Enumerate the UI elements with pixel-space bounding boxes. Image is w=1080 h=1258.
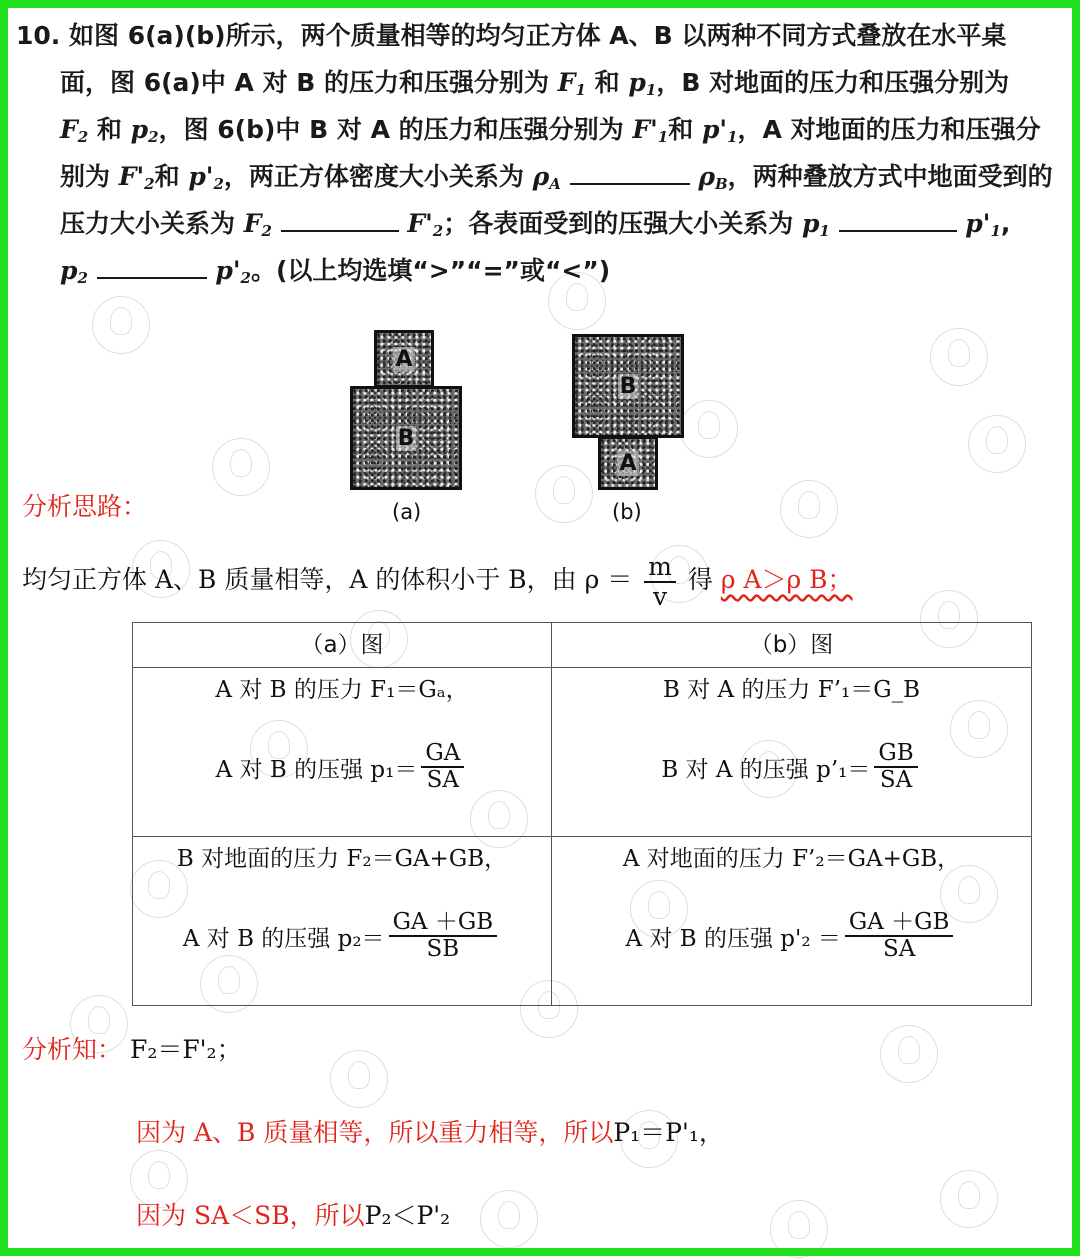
fig-a-caption: (a)	[392, 500, 422, 524]
r1a-fraction	[421, 741, 464, 794]
question-line-6	[16, 247, 1068, 294]
fig-b-cube-A	[598, 436, 658, 490]
r2a-force: B 对地面的压力 F₂＝GA+GB，	[176, 846, 508, 872]
symbol-F2: $F_2$	[60, 115, 89, 146]
r2b-force: A 对地面的压力 F’₂＝GA+GB，	[622, 846, 961, 872]
question-text	[16, 12, 1068, 294]
table-cell-r2b	[552, 837, 1032, 1006]
answer-blank-2[interactable]	[281, 200, 399, 232]
symbol-rhoB: $\rho_B$	[698, 162, 728, 193]
table-cell-r1b	[552, 668, 1032, 837]
question-line-3	[16, 106, 1068, 153]
reason-1-text: 因为 A、B 质量相等，所以重力相等，所以	[136, 1118, 614, 1147]
fig-b-label-B: B	[619, 373, 637, 399]
r1a-den: SA	[426, 767, 460, 793]
fig-a-cube-A	[374, 330, 434, 388]
r2b-pressure	[552, 881, 1031, 991]
symbol-p2: $p_2$	[130, 115, 159, 146]
fig-a-cube-B	[350, 386, 462, 490]
r2b-den: SA	[882, 936, 916, 962]
r2a-den: SB	[426, 936, 460, 962]
symbol-F2-b: $F_2$	[243, 209, 272, 240]
symbol-F1-prime: $F'_1$	[632, 115, 669, 146]
density-result: ρ A＞ρ B；	[720, 565, 853, 594]
r2a-num: GA ＋GB	[389, 910, 498, 937]
question-line-1	[16, 12, 1068, 59]
table-cell-r2a	[133, 837, 552, 1006]
reason-1-eq: P₁＝P'₁，	[613, 1118, 724, 1147]
r1a-num: GA	[421, 741, 464, 768]
r2b-label: A 对 B 的压强 p'₂ ＝	[625, 925, 841, 952]
fig-a-label-A: A	[395, 346, 413, 372]
r2a-fraction	[389, 910, 498, 963]
symbol-p2-prime: $p'_2$	[188, 162, 224, 193]
question-line-5a: 压力大小关系为	[60, 209, 236, 238]
question-number: 10.	[16, 21, 61, 50]
r1b-fraction	[874, 741, 917, 794]
question-line-5: 压力大小关系为 $F_2$ $F'_2$；各表面受到的压强大小关系为 $p_1$ $p'_1$,	[16, 200, 1068, 247]
table-header-a: （a）图	[133, 623, 552, 668]
answer-blank-4[interactable]	[97, 247, 207, 279]
analysis-title: 分析思路：	[22, 492, 148, 521]
question-line-3a: 和	[96, 115, 122, 144]
symbol-F2-prime: $F'_2$	[118, 162, 155, 193]
question-line-3b: ，图 6(b)中 B 对 A 的压力和压强分别为	[158, 115, 624, 144]
symbol-p1-prime: $p'_1$	[701, 115, 738, 146]
conclusion-heading	[22, 1030, 242, 1066]
question-line-3c: 和	[668, 115, 694, 144]
question-line-2a: 面，图 6(a)中 A 对 B 的压力和压强分别为	[60, 68, 550, 97]
symbol-F2-prime-b: $F'_2$	[407, 209, 444, 240]
r1a-pressure	[133, 712, 551, 822]
reason-2-eq: P₂＜P'₂	[364, 1201, 451, 1230]
analysis-table	[132, 622, 1032, 1006]
r2a-pressure	[133, 881, 551, 991]
table-cell-r1a	[133, 668, 552, 837]
question-line-4a: 别为	[60, 162, 111, 191]
analysis-intro	[22, 548, 853, 618]
intro-text: 均匀正方体 A、B 质量相等，A 的体积小于 B，由 ρ ＝	[22, 565, 633, 594]
fig-b-label-A: A	[619, 450, 637, 476]
r1b-force: B 对 A 的压力 F’₁＝G_B	[662, 677, 921, 703]
symbol-p2-b: $p_2$	[60, 256, 88, 287]
conclusion-title: 分析知：	[22, 1035, 123, 1064]
r1a-force: A 对 B 的压力 F₁＝Gₐ，	[215, 677, 469, 703]
answer-blank-3[interactable]	[839, 200, 957, 232]
symbol-p1-prime-b: $p'_1$	[965, 209, 1001, 240]
symbol-rhoA: $\rho_A$	[532, 162, 561, 193]
symbol-p2-prime-b: $p'_2$	[215, 256, 251, 287]
conclusion-force-eq: F₂＝F'₂；	[129, 1035, 242, 1064]
question-line-4d: ，两种叠放方式中地面受到的	[727, 162, 1053, 191]
density-fraction	[644, 553, 676, 610]
symbol-p1: $p_1$	[628, 68, 657, 99]
r2b-fraction	[845, 910, 954, 963]
conclusion-reason-1	[136, 1113, 724, 1149]
r1b-label: B 对 A 的压强 p’₁＝	[661, 756, 871, 783]
r1b-num: GB	[874, 741, 917, 768]
conclusion-reason-2	[136, 1196, 450, 1232]
symbol-F1: $F_1$	[557, 68, 586, 99]
question-line-4b: 和	[154, 162, 180, 191]
r1b-den: SA	[879, 767, 913, 793]
question-line-4c: ，两正方体密度大小关系为	[223, 162, 524, 191]
fraction-denominator: v	[652, 581, 668, 611]
r2a-label: A 对 B 的压强 p₂＝	[182, 925, 385, 952]
reason-2-text: 因为 SA＜SB，所以	[136, 1201, 365, 1230]
question-line-5b: ；各表面受到的压强大小关系为	[443, 209, 794, 238]
fig-b-cube-B	[572, 334, 684, 438]
fig-b-caption: (b)	[612, 500, 642, 524]
question-line-1-text: 如图 6(a)(b)所示，两个质量相等的均匀正方体 A、B 以两种不同方式叠放在水平桌	[69, 21, 1007, 50]
question-line-6a: 。(以上均选填“>”“=”或“<”)	[250, 256, 611, 285]
question-line-2	[16, 59, 1068, 106]
r2b-num: GA ＋GB	[845, 910, 954, 937]
r1a-label: A 对 B 的压强 p₁＝	[215, 756, 418, 783]
question-line-2b: 和	[594, 68, 620, 97]
question-line-4	[16, 153, 1068, 200]
r1b-pressure	[552, 712, 1031, 822]
fig-a-label-B: B	[397, 425, 415, 451]
table-header-b: （b）图	[552, 623, 1032, 668]
question-line-2c: ，B 对地面的压力和压强分别为	[656, 68, 1010, 97]
symbol-p1-b: $p_1$	[801, 209, 830, 240]
intro-get: 得	[687, 565, 713, 594]
stacking-figure	[340, 322, 700, 532]
answer-blank-1[interactable]	[570, 153, 690, 185]
question-line-3d: ，A 对地面的压力和压强分	[737, 115, 1041, 144]
fraction-numerator: m	[644, 553, 676, 583]
